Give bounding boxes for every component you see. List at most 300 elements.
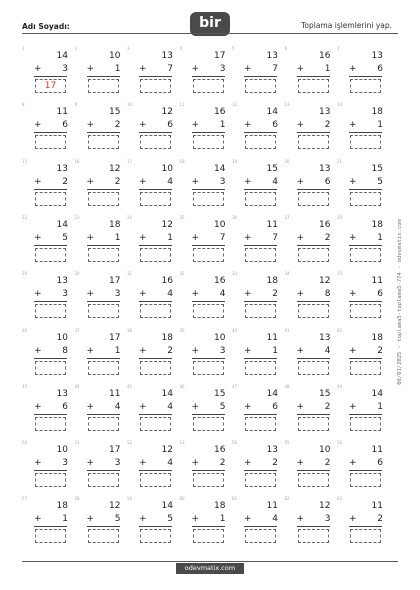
plus-sign: + [244, 458, 252, 469]
problem-number: 63 [337, 496, 343, 502]
addend-bottom: 4 [167, 289, 173, 300]
sum-line [349, 245, 382, 246]
answer-box[interactable]: 17 [35, 79, 66, 93]
answer-box[interactable] [298, 192, 329, 206]
addend-top: 15 [371, 163, 383, 174]
problem-item [22, 46, 74, 101]
problem-number: 18 [179, 158, 185, 164]
sum-line [34, 189, 67, 190]
answer-box[interactable] [35, 304, 66, 318]
sum-line [34, 301, 67, 302]
problem-number: 59 [127, 496, 133, 502]
problem-item [75, 215, 127, 270]
sum-line [34, 245, 67, 246]
addend-top: 17 [109, 276, 121, 287]
problem-number: 48 [284, 383, 290, 389]
sum-line [244, 132, 277, 133]
problem-item [22, 102, 74, 157]
addend-bottom: 1 [62, 514, 68, 525]
addend-bottom: 8 [62, 345, 68, 356]
problem-number: 42 [337, 327, 343, 333]
plus-sign: + [349, 232, 357, 243]
addend-top: 18 [371, 219, 383, 230]
answer-box[interactable] [193, 361, 224, 375]
sum-line [297, 526, 330, 527]
problem-number: 53 [179, 440, 185, 446]
answer-box[interactable] [245, 529, 276, 543]
answer-box[interactable] [88, 192, 119, 206]
problem-number: 15 [22, 158, 28, 164]
problem-number: 44 [74, 383, 80, 389]
sum-line [139, 245, 172, 246]
addend-top: 12 [161, 107, 173, 118]
problem-item [285, 271, 337, 326]
addend-bottom: 3 [62, 289, 68, 300]
addend-top: 13 [319, 107, 331, 118]
answer-box[interactable] [193, 417, 224, 431]
addend-bottom: 3 [219, 176, 226, 187]
addend-bottom: 1 [219, 120, 226, 131]
answer-box[interactable] [245, 361, 276, 375]
problem-number: 17 [127, 158, 133, 164]
addend-bottom: 1 [324, 64, 331, 74]
addend-top: 12 [319, 276, 331, 287]
header-divider [22, 33, 398, 34]
plus-sign: + [349, 120, 357, 131]
problem-number: 45 [127, 383, 133, 389]
plus-sign: + [244, 345, 252, 356]
addend-top: 14 [266, 107, 278, 118]
problem-number: 43 [22, 383, 28, 389]
problem-number: 47 [232, 383, 238, 389]
problem-item [22, 271, 74, 326]
problem-item [232, 102, 284, 157]
addend-top: 18 [56, 501, 68, 512]
problem-item [75, 496, 127, 551]
addend-bottom: 2 [324, 120, 331, 131]
addend-top: 12 [109, 163, 121, 174]
plus-sign: + [139, 120, 147, 131]
answer-box[interactable] [350, 417, 381, 431]
problem-number: 41 [284, 327, 290, 333]
addend-top: 13 [56, 388, 68, 399]
problem-item [285, 328, 337, 383]
answer-box[interactable] [140, 417, 171, 431]
problem-number: 9 [74, 102, 78, 108]
plus-sign: + [191, 289, 200, 300]
addend-bottom: 5 [377, 176, 383, 187]
sum-line [192, 132, 225, 133]
sum-line [34, 414, 67, 415]
answer-box[interactable] [140, 361, 171, 375]
problem-number: 51 [74, 440, 80, 446]
problem-item [127, 496, 179, 551]
answer-box[interactable] [140, 529, 171, 543]
addend-bottom: 3 [114, 289, 121, 300]
problem-number: 50 [22, 440, 28, 446]
answer-box[interactable] [193, 304, 224, 318]
sum-line [192, 76, 225, 77]
addend-top: 10 [56, 332, 68, 343]
answer-box[interactable] [350, 304, 381, 318]
problem-number: 39 [179, 327, 185, 333]
addend-top: 14 [266, 388, 278, 399]
problem-number: 23 [74, 214, 80, 220]
problem-number: 6 [284, 46, 288, 51]
answer-box[interactable] [140, 192, 171, 206]
problem-number: 24 [127, 214, 133, 220]
answer-box[interactable] [350, 135, 381, 149]
plus-sign: + [86, 64, 95, 74]
plus-sign: + [139, 289, 147, 300]
addend-top: 10 [319, 445, 331, 456]
sum-line [192, 414, 225, 415]
answer-box[interactable] [35, 192, 66, 206]
sum-line [244, 301, 277, 302]
plus-sign: + [191, 232, 200, 243]
addend-bottom: 6 [377, 64, 383, 74]
sum-line [139, 470, 172, 471]
answer-box[interactable] [88, 473, 119, 487]
answer-box[interactable] [140, 135, 171, 149]
problem-item [232, 46, 284, 101]
sum-line [192, 358, 225, 359]
addend-top: 12 [109, 501, 121, 512]
addend-top: 14 [371, 388, 383, 399]
problem-number: 60 [179, 496, 185, 502]
answer-box[interactable] [88, 135, 119, 149]
sum-line [87, 132, 120, 133]
answer-box[interactable] [35, 361, 66, 375]
sum-line [349, 470, 382, 471]
answer-box[interactable] [350, 248, 381, 262]
addend-top: 11 [109, 388, 121, 399]
addend-bottom: 2 [377, 345, 383, 356]
sum-line [349, 358, 382, 359]
plus-sign: + [86, 345, 95, 356]
problem-number: 57 [22, 496, 28, 502]
plus-sign: + [244, 514, 252, 525]
answer-box[interactable] [193, 473, 224, 487]
problem-item [337, 328, 389, 383]
problem-number: 14 [337, 102, 343, 108]
problem-item [75, 102, 127, 157]
addend-bottom: 6 [272, 120, 278, 131]
plus-sign: + [139, 232, 147, 243]
instruction-text: Toplama işlemlerini yap. [301, 21, 392, 30]
addend-top: 10 [56, 445, 68, 456]
addend-top: 16 [214, 107, 226, 118]
answer-box[interactable] [298, 79, 329, 93]
addend-top: 13 [56, 163, 68, 174]
answer-box[interactable] [350, 361, 381, 375]
sum-line [192, 189, 225, 190]
problem-number: 10 [127, 102, 133, 108]
problem-item [127, 440, 179, 495]
addend-top: 17 [109, 445, 121, 456]
addend-top: 11 [56, 107, 68, 118]
answer-box[interactable] [245, 192, 276, 206]
answer-box[interactable] [88, 529, 119, 543]
problem-item [180, 328, 232, 383]
addend-bottom: 6 [377, 458, 383, 469]
problem-number: 49 [337, 383, 343, 389]
addend-bottom: 1 [114, 64, 121, 74]
problem-number: 20 [284, 158, 290, 164]
addend-top: 16 [161, 276, 173, 287]
plus-sign: + [34, 458, 42, 469]
sum-line [87, 526, 120, 527]
answer-box[interactable] [35, 135, 66, 149]
plus-sign: + [296, 345, 305, 356]
problem-item [180, 440, 232, 495]
addend-top: 13 [266, 445, 278, 456]
addend-bottom: 4 [219, 289, 226, 300]
addend-bottom: 6 [62, 120, 68, 131]
problem-number: 26 [232, 214, 238, 220]
answer-box[interactable] [193, 248, 224, 262]
addend-top: 16 [214, 445, 226, 456]
sum-line [244, 470, 277, 471]
answer-box[interactable] [245, 473, 276, 487]
problem-item [232, 328, 284, 383]
plus-sign: + [244, 120, 252, 131]
problem-number: 32 [179, 271, 185, 277]
problem-item [75, 46, 127, 101]
plus-sign: + [34, 64, 42, 74]
answer-box[interactable] [298, 135, 329, 149]
sum-line [297, 132, 330, 133]
sum-line [139, 301, 172, 302]
answer-box[interactable] [140, 473, 171, 487]
addend-top: 15 [214, 388, 226, 399]
problem-number: 19 [232, 158, 238, 164]
sum-line [244, 414, 277, 415]
answer-box[interactable] [140, 304, 171, 318]
problem-item [337, 46, 389, 101]
problem-number: 1 [22, 46, 25, 51]
addend-top: 10 [161, 163, 173, 174]
problem-item [337, 271, 389, 326]
plus-sign: + [191, 514, 200, 525]
addend-bottom: 2 [114, 120, 121, 131]
addend-top: 10 [214, 332, 226, 343]
answer-box[interactable] [140, 79, 171, 93]
answer-box[interactable] [88, 361, 119, 375]
answer-box[interactable] [35, 417, 66, 431]
problem-number: 3 [127, 46, 130, 51]
answer-box[interactable] [350, 529, 381, 543]
answer-box[interactable] [193, 192, 224, 206]
answer-box[interactable] [245, 79, 276, 93]
problem-number: 38 [127, 327, 133, 333]
answer-box[interactable] [245, 135, 276, 149]
addend-bottom: 2 [114, 176, 121, 187]
problem-number: 52 [127, 440, 133, 446]
plus-sign: + [244, 64, 252, 74]
answer-box[interactable] [88, 304, 119, 318]
answer-box[interactable] [193, 529, 224, 543]
problem-item [232, 215, 284, 270]
addend-bottom: 2 [324, 232, 331, 243]
sum-line [139, 358, 172, 359]
plus-sign: + [296, 289, 305, 300]
addend-bottom: 7 [167, 64, 173, 74]
problem-number: 7 [337, 46, 340, 51]
answer-box[interactable] [350, 79, 381, 93]
problem-item [232, 440, 284, 495]
plus-sign: + [191, 64, 200, 74]
addend-bottom: 3 [114, 458, 121, 469]
problem-item [285, 46, 337, 101]
problem-number: 25 [179, 214, 185, 220]
addend-bottom: 6 [62, 401, 68, 412]
sum-line [87, 414, 120, 415]
addend-bottom: 4 [272, 176, 278, 187]
plus-sign: + [191, 401, 200, 412]
answer-box[interactable] [298, 361, 329, 375]
answer-box[interactable] [35, 529, 66, 543]
problem-item [75, 159, 127, 214]
problem-item [127, 215, 179, 270]
sum-line [297, 245, 330, 246]
sum-line [87, 76, 120, 77]
problem-item [337, 159, 389, 214]
answer-box[interactable] [88, 79, 119, 93]
problem-item [285, 496, 337, 551]
addend-bottom: 7 [272, 232, 278, 243]
addend-top: 10 [109, 51, 121, 61]
addend-top: 11 [266, 332, 278, 343]
addend-top: 13 [319, 163, 331, 174]
addend-bottom: 1 [377, 401, 383, 412]
addend-bottom: 7 [272, 64, 278, 74]
sum-line [244, 76, 277, 77]
answer-box[interactable] [298, 248, 329, 262]
addend-top: 11 [266, 501, 278, 512]
addend-top: 11 [371, 276, 383, 287]
problem-item [337, 215, 389, 270]
addend-bottom: 3 [62, 458, 68, 469]
answer-box[interactable] [35, 248, 66, 262]
answer-box[interactable] [298, 304, 329, 318]
addend-bottom: 5 [62, 232, 68, 243]
plus-sign: + [34, 345, 42, 356]
addend-top: 14 [214, 163, 226, 174]
problem-item [180, 496, 232, 551]
answer-box[interactable] [193, 135, 224, 149]
plus-sign: + [139, 514, 147, 525]
answer-box[interactable] [350, 473, 381, 487]
problem-item [285, 102, 337, 157]
answer-box[interactable] [298, 417, 329, 431]
answer-box[interactable] [245, 417, 276, 431]
problem-number: 31 [127, 271, 133, 277]
addend-top: 14 [161, 501, 173, 512]
problem-number: 22 [22, 214, 28, 220]
problem-grid [22, 46, 390, 548]
answer-box[interactable] [88, 417, 119, 431]
answer-box[interactable] [35, 473, 66, 487]
problem-item [232, 384, 284, 439]
answer-box[interactable] [193, 79, 224, 93]
sum-line [297, 414, 330, 415]
sum-line [34, 132, 67, 133]
answer-box[interactable] [88, 248, 119, 262]
problem-item [180, 159, 232, 214]
sum-line [349, 189, 382, 190]
footer-site-badge: odevmatix.com [176, 563, 244, 574]
plus-sign: + [191, 176, 200, 187]
answer-box[interactable] [245, 304, 276, 318]
addend-bottom: 5 [114, 514, 121, 525]
plus-sign: + [86, 289, 95, 300]
problem-item [337, 440, 389, 495]
plus-sign: + [349, 176, 357, 187]
problem-item [22, 384, 74, 439]
addend-top: 13 [266, 51, 278, 61]
addend-bottom: 2 [62, 176, 68, 187]
plus-sign: + [86, 458, 95, 469]
addend-top: 13 [371, 51, 383, 61]
problem-item [127, 328, 179, 383]
answer-box[interactable] [245, 248, 276, 262]
addend-top: 10 [214, 219, 226, 230]
plus-sign: + [296, 176, 305, 187]
sum-line [349, 132, 382, 133]
addend-top: 15 [319, 388, 331, 399]
addend-bottom: 3 [219, 345, 226, 356]
sum-line [192, 301, 225, 302]
problem-number: 35 [337, 271, 343, 277]
answer-box[interactable] [350, 192, 381, 206]
plus-sign: + [86, 514, 95, 525]
problem-item [22, 159, 74, 214]
problem-item [180, 384, 232, 439]
addend-bottom: 6 [272, 401, 278, 412]
problem-item [127, 271, 179, 326]
problem-item [285, 159, 337, 214]
answer-box[interactable] [298, 529, 329, 543]
sum-line [244, 526, 277, 527]
problem-item [127, 159, 179, 214]
plus-sign: + [34, 289, 42, 300]
sum-line [87, 358, 120, 359]
addend-bottom: 2 [324, 458, 331, 469]
problem-number: 2 [74, 46, 78, 51]
plus-sign: + [244, 232, 252, 243]
addend-bottom: 1 [377, 232, 383, 243]
sum-line [297, 189, 330, 190]
problem-item [75, 440, 127, 495]
addend-top: 13 [161, 51, 173, 61]
sum-line [34, 470, 67, 471]
sum-line [139, 132, 172, 133]
addend-bottom: 6 [377, 289, 383, 300]
problem-number: 29 [22, 271, 28, 277]
problem-number: 37 [74, 327, 80, 333]
addend-bottom: 4 [167, 401, 173, 412]
addend-bottom: 1 [114, 232, 121, 243]
sum-line [139, 526, 172, 527]
answer-box[interactable] [140, 248, 171, 262]
plus-sign: + [296, 232, 305, 243]
plus-sign: + [296, 514, 305, 525]
problem-item [337, 496, 389, 551]
sum-line [192, 245, 225, 246]
answer-box[interactable] [298, 473, 329, 487]
addend-top: 18 [371, 107, 383, 118]
